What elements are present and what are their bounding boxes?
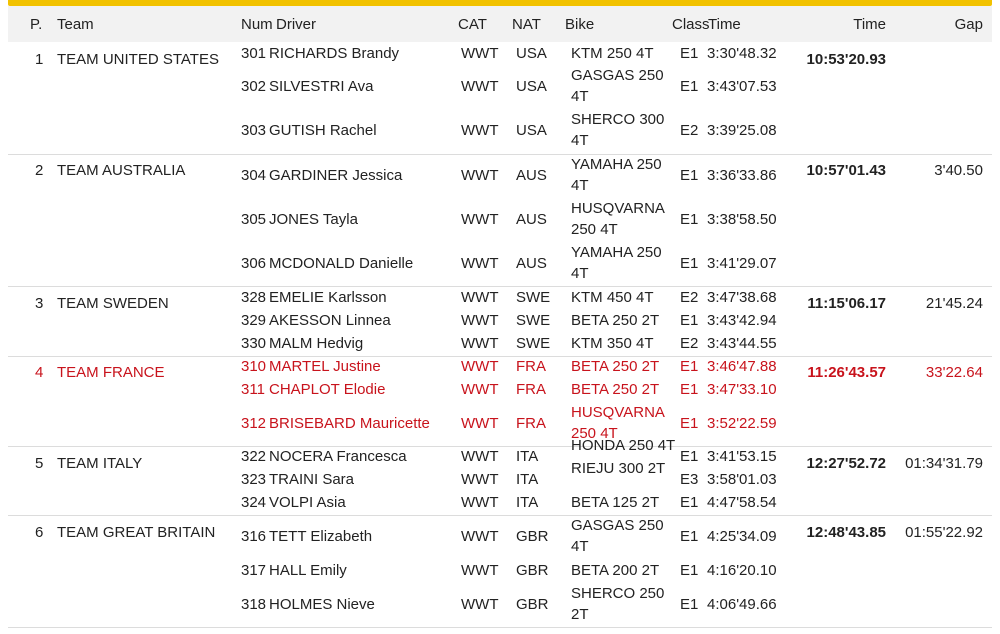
rider-time: 4:06'49.66 xyxy=(707,596,777,613)
rider-nationality: FRA xyxy=(516,381,546,398)
rider-time: 4:47'58.54 xyxy=(707,494,777,511)
team-position: 6 xyxy=(35,524,44,541)
rider-class: E1 xyxy=(680,494,699,511)
rider-category: WWT xyxy=(461,471,499,488)
rider-nationality: SWE xyxy=(516,289,551,306)
rider-time: 3:43'07.53 xyxy=(707,78,777,95)
rider-category: WWT xyxy=(461,335,499,352)
rider-category: WWT xyxy=(461,381,499,398)
team-gap: 01:34'31.79 xyxy=(905,455,983,472)
header-nat: NAT xyxy=(512,16,541,33)
rider-number: 329 xyxy=(241,312,267,329)
header-pos: P. xyxy=(30,16,43,33)
rider-number: 328 xyxy=(241,289,267,306)
rider-class: E3 xyxy=(680,471,699,488)
rider-name: MALM Hedvig xyxy=(269,335,364,352)
team-group xyxy=(8,356,992,447)
rider-category: WWT xyxy=(461,528,499,545)
rider-name: EMELIE Karlsson xyxy=(269,289,387,306)
rider-bike: BETA 250 2T xyxy=(571,358,660,375)
rider-name: TRAINI Sara xyxy=(269,471,355,488)
team-total-time: 11:26'43.57 xyxy=(807,364,886,381)
rider-category: WWT xyxy=(461,312,499,329)
team-position: 5 xyxy=(35,455,44,472)
rider-category: WWT xyxy=(461,122,499,139)
rider-name: SILVESTRI Ava xyxy=(269,78,374,95)
rider-number: 323 xyxy=(241,471,267,488)
rider-time: 3:47'38.68 xyxy=(707,289,777,306)
rider-number: 312 xyxy=(241,415,267,432)
rider-bike: BETA 200 2T xyxy=(571,562,660,579)
rider-bike: BETA 250 2T xyxy=(571,312,660,329)
rider-bike: BETA 125 2T xyxy=(571,494,660,511)
rider-bike: YAMAHA 250 4T xyxy=(571,244,662,282)
team-group xyxy=(8,154,992,287)
team-gap: 01:55'22.92 xyxy=(905,524,983,541)
rider-class: E1 xyxy=(680,448,699,465)
table-header xyxy=(8,6,992,42)
rider-number: 330 xyxy=(241,335,267,352)
team-total-time: 10:53'20.93 xyxy=(806,51,886,68)
rider-name: BRISEBARD Mauricette xyxy=(269,415,430,432)
rider-nationality: ITA xyxy=(516,448,539,465)
rider-name: NOCERA Francesca xyxy=(269,448,407,465)
rider-bike: RIEJU 300 2T xyxy=(571,460,666,477)
rider-bike: KTM 450 4T xyxy=(571,289,654,306)
rider-class: E1 xyxy=(680,167,699,184)
rider-class: E1 xyxy=(680,312,699,329)
rider-time: 3:38'58.50 xyxy=(707,211,777,228)
rider-nationality: AUS xyxy=(516,255,547,272)
rider-class: E1 xyxy=(680,358,699,375)
rider-bike: GASGAS 250 4T xyxy=(571,67,664,105)
rider-category: WWT xyxy=(461,45,499,62)
header-cat: CAT xyxy=(458,16,487,33)
rider-name: MARTEL Justine xyxy=(269,358,381,375)
rider-time: 4:25'34.09 xyxy=(707,528,777,545)
header-time: Time xyxy=(708,16,741,33)
rider-nationality: ITA xyxy=(516,494,539,511)
rider-number: 305 xyxy=(241,211,267,228)
rider-class: E1 xyxy=(680,45,699,62)
rider-bike: HONDA 250 4T xyxy=(571,437,676,454)
rider-class: E1 xyxy=(680,415,699,432)
rider-number: 316 xyxy=(241,528,267,545)
rider-nationality: FRA xyxy=(516,358,546,375)
rider-category: WWT xyxy=(461,562,499,579)
rider-category: WWT xyxy=(461,289,499,306)
rider-number: 311 xyxy=(241,381,265,398)
rider-name: GARDINER Jessica xyxy=(269,167,403,184)
rider-nationality: AUS xyxy=(516,211,547,228)
team-name: TEAM UNITED STATES xyxy=(57,51,219,68)
team-group xyxy=(8,43,992,155)
header-num: Num xyxy=(241,16,273,33)
rider-bike: BETA 250 2T xyxy=(571,381,660,398)
rider-nationality: USA xyxy=(516,78,547,95)
rider-class: E1 xyxy=(680,381,699,398)
team-total-time: 11:15'06.17 xyxy=(807,295,886,312)
rider-bike: SHERCO 250 2T xyxy=(571,585,665,623)
rider-name: MCDONALD Danielle xyxy=(269,255,414,272)
rider-name: HALL Emily xyxy=(269,562,347,579)
header-bike: Bike xyxy=(565,16,595,33)
rider-number: 302 xyxy=(241,78,267,95)
team-position: 1 xyxy=(35,51,44,68)
rider-class: E2 xyxy=(680,122,699,139)
rider-category: WWT xyxy=(461,78,499,95)
team-name: TEAM GREAT BRITAIN xyxy=(57,524,216,541)
header-total-time: Time xyxy=(853,16,886,33)
header-class: Class xyxy=(672,16,710,33)
rider-name: HOLMES Nieve xyxy=(269,596,375,613)
rider-time: 3:39'25.08 xyxy=(707,122,777,139)
rider-class: E1 xyxy=(680,562,699,579)
rider-name: AKESSON Linnea xyxy=(269,312,391,329)
rider-nationality: AUS xyxy=(516,167,547,184)
rider-number: 310 xyxy=(241,358,267,375)
rider-bike: KTM 350 4T xyxy=(571,335,654,352)
rider-category: WWT xyxy=(461,255,499,272)
rider-name: TETT Elizabeth xyxy=(269,528,373,545)
rider-time: 4:16'20.10 xyxy=(707,562,777,579)
rider-bike: HUSQVARNA 250 4T xyxy=(571,200,665,238)
team-group xyxy=(8,437,992,516)
team-total-time: 12:27'52.72 xyxy=(806,455,886,472)
rider-time: 3:43'44.55 xyxy=(707,335,777,352)
rider-bike: SHERCO 300 4T xyxy=(571,111,665,149)
rider-category: WWT xyxy=(461,494,499,511)
team-group xyxy=(8,515,992,628)
rider-nationality: USA xyxy=(516,45,547,62)
rider-nationality: SWE xyxy=(516,335,551,352)
rider-category: WWT xyxy=(461,211,499,228)
rider-nationality: USA xyxy=(516,122,547,139)
team-gap: 21'45.24 xyxy=(925,295,983,312)
team-position: 2 xyxy=(35,162,44,179)
team-gap: 3'40.50 xyxy=(934,162,983,179)
team-name: TEAM AUSTRALIA xyxy=(57,162,186,179)
rider-time: 3:41'29.07 xyxy=(707,255,777,272)
team-group xyxy=(8,286,992,357)
team-name: TEAM ITALY xyxy=(57,455,143,472)
team-position: 3 xyxy=(35,295,44,312)
rider-name: GUTISH Rachel xyxy=(269,122,377,139)
rider-class: E1 xyxy=(680,255,699,272)
rider-class: E2 xyxy=(680,289,699,306)
rider-category: WWT xyxy=(461,167,499,184)
rider-time: 3:43'42.94 xyxy=(707,312,777,329)
team-name: TEAM FRANCE xyxy=(57,364,165,381)
rider-name: VOLPI Asia xyxy=(269,494,346,511)
rider-class: E2 xyxy=(680,335,699,352)
team-name: TEAM SWEDEN xyxy=(57,295,169,312)
rider-time: 3:36'33.86 xyxy=(707,167,777,184)
rider-class: E1 xyxy=(680,78,699,95)
rider-time: 3:30'48.32 xyxy=(707,45,777,62)
rider-bike: HUSQVARNA 250 4T xyxy=(571,404,665,442)
rider-category: WWT xyxy=(461,358,499,375)
rider-nationality: GBR xyxy=(516,562,549,579)
rider-bike: KTM 250 4T xyxy=(571,45,654,62)
team-gap: 33'22.64 xyxy=(925,364,983,381)
rider-bike: GASGAS 250 4T xyxy=(571,517,664,555)
rider-time: 3:41'53.15 xyxy=(707,448,777,465)
rider-category: WWT xyxy=(461,415,499,432)
rider-class: E1 xyxy=(680,596,699,613)
rider-time: 3:58'01.03 xyxy=(707,471,777,488)
rider-category: WWT xyxy=(461,596,499,613)
rider-class: E1 xyxy=(680,211,699,228)
rider-number: 318 xyxy=(241,596,267,613)
rider-nationality: ITA xyxy=(516,471,539,488)
rider-nationality: SWE xyxy=(516,312,551,329)
header-team: Team xyxy=(57,16,94,33)
team-position: 4 xyxy=(35,364,44,381)
rider-nationality: GBR xyxy=(516,596,549,613)
rider-time: 3:46'47.88 xyxy=(707,358,777,375)
rider-number: 324 xyxy=(241,494,267,511)
rider-number: 301 xyxy=(241,45,267,62)
team-total-time: 10:57'01.43 xyxy=(806,162,886,179)
rider-time: 3:47'33.10 xyxy=(707,381,777,398)
header-driver: Driver xyxy=(276,16,316,33)
rider-nationality: GBR xyxy=(516,528,549,545)
rider-number: 303 xyxy=(241,122,267,139)
rider-number: 304 xyxy=(241,167,267,184)
header-gap: Gap xyxy=(954,16,983,33)
rider-name: RICHARDS Brandy xyxy=(269,45,400,62)
rider-nationality: FRA xyxy=(516,415,546,432)
rider-class: E1 xyxy=(680,528,699,545)
rider-number: 322 xyxy=(241,448,267,465)
rider-name: JONES Tayla xyxy=(269,211,358,228)
rider-time: 3:52'22.59 xyxy=(707,415,777,432)
team-total-time: 12:48'43.85 xyxy=(806,524,886,541)
rider-bike: YAMAHA 250 4T xyxy=(571,156,662,194)
rider-name: CHAPLOT Elodie xyxy=(269,381,386,398)
rider-number: 317 xyxy=(241,562,267,579)
rider-number: 306 xyxy=(241,255,267,272)
rider-category: WWT xyxy=(461,448,499,465)
